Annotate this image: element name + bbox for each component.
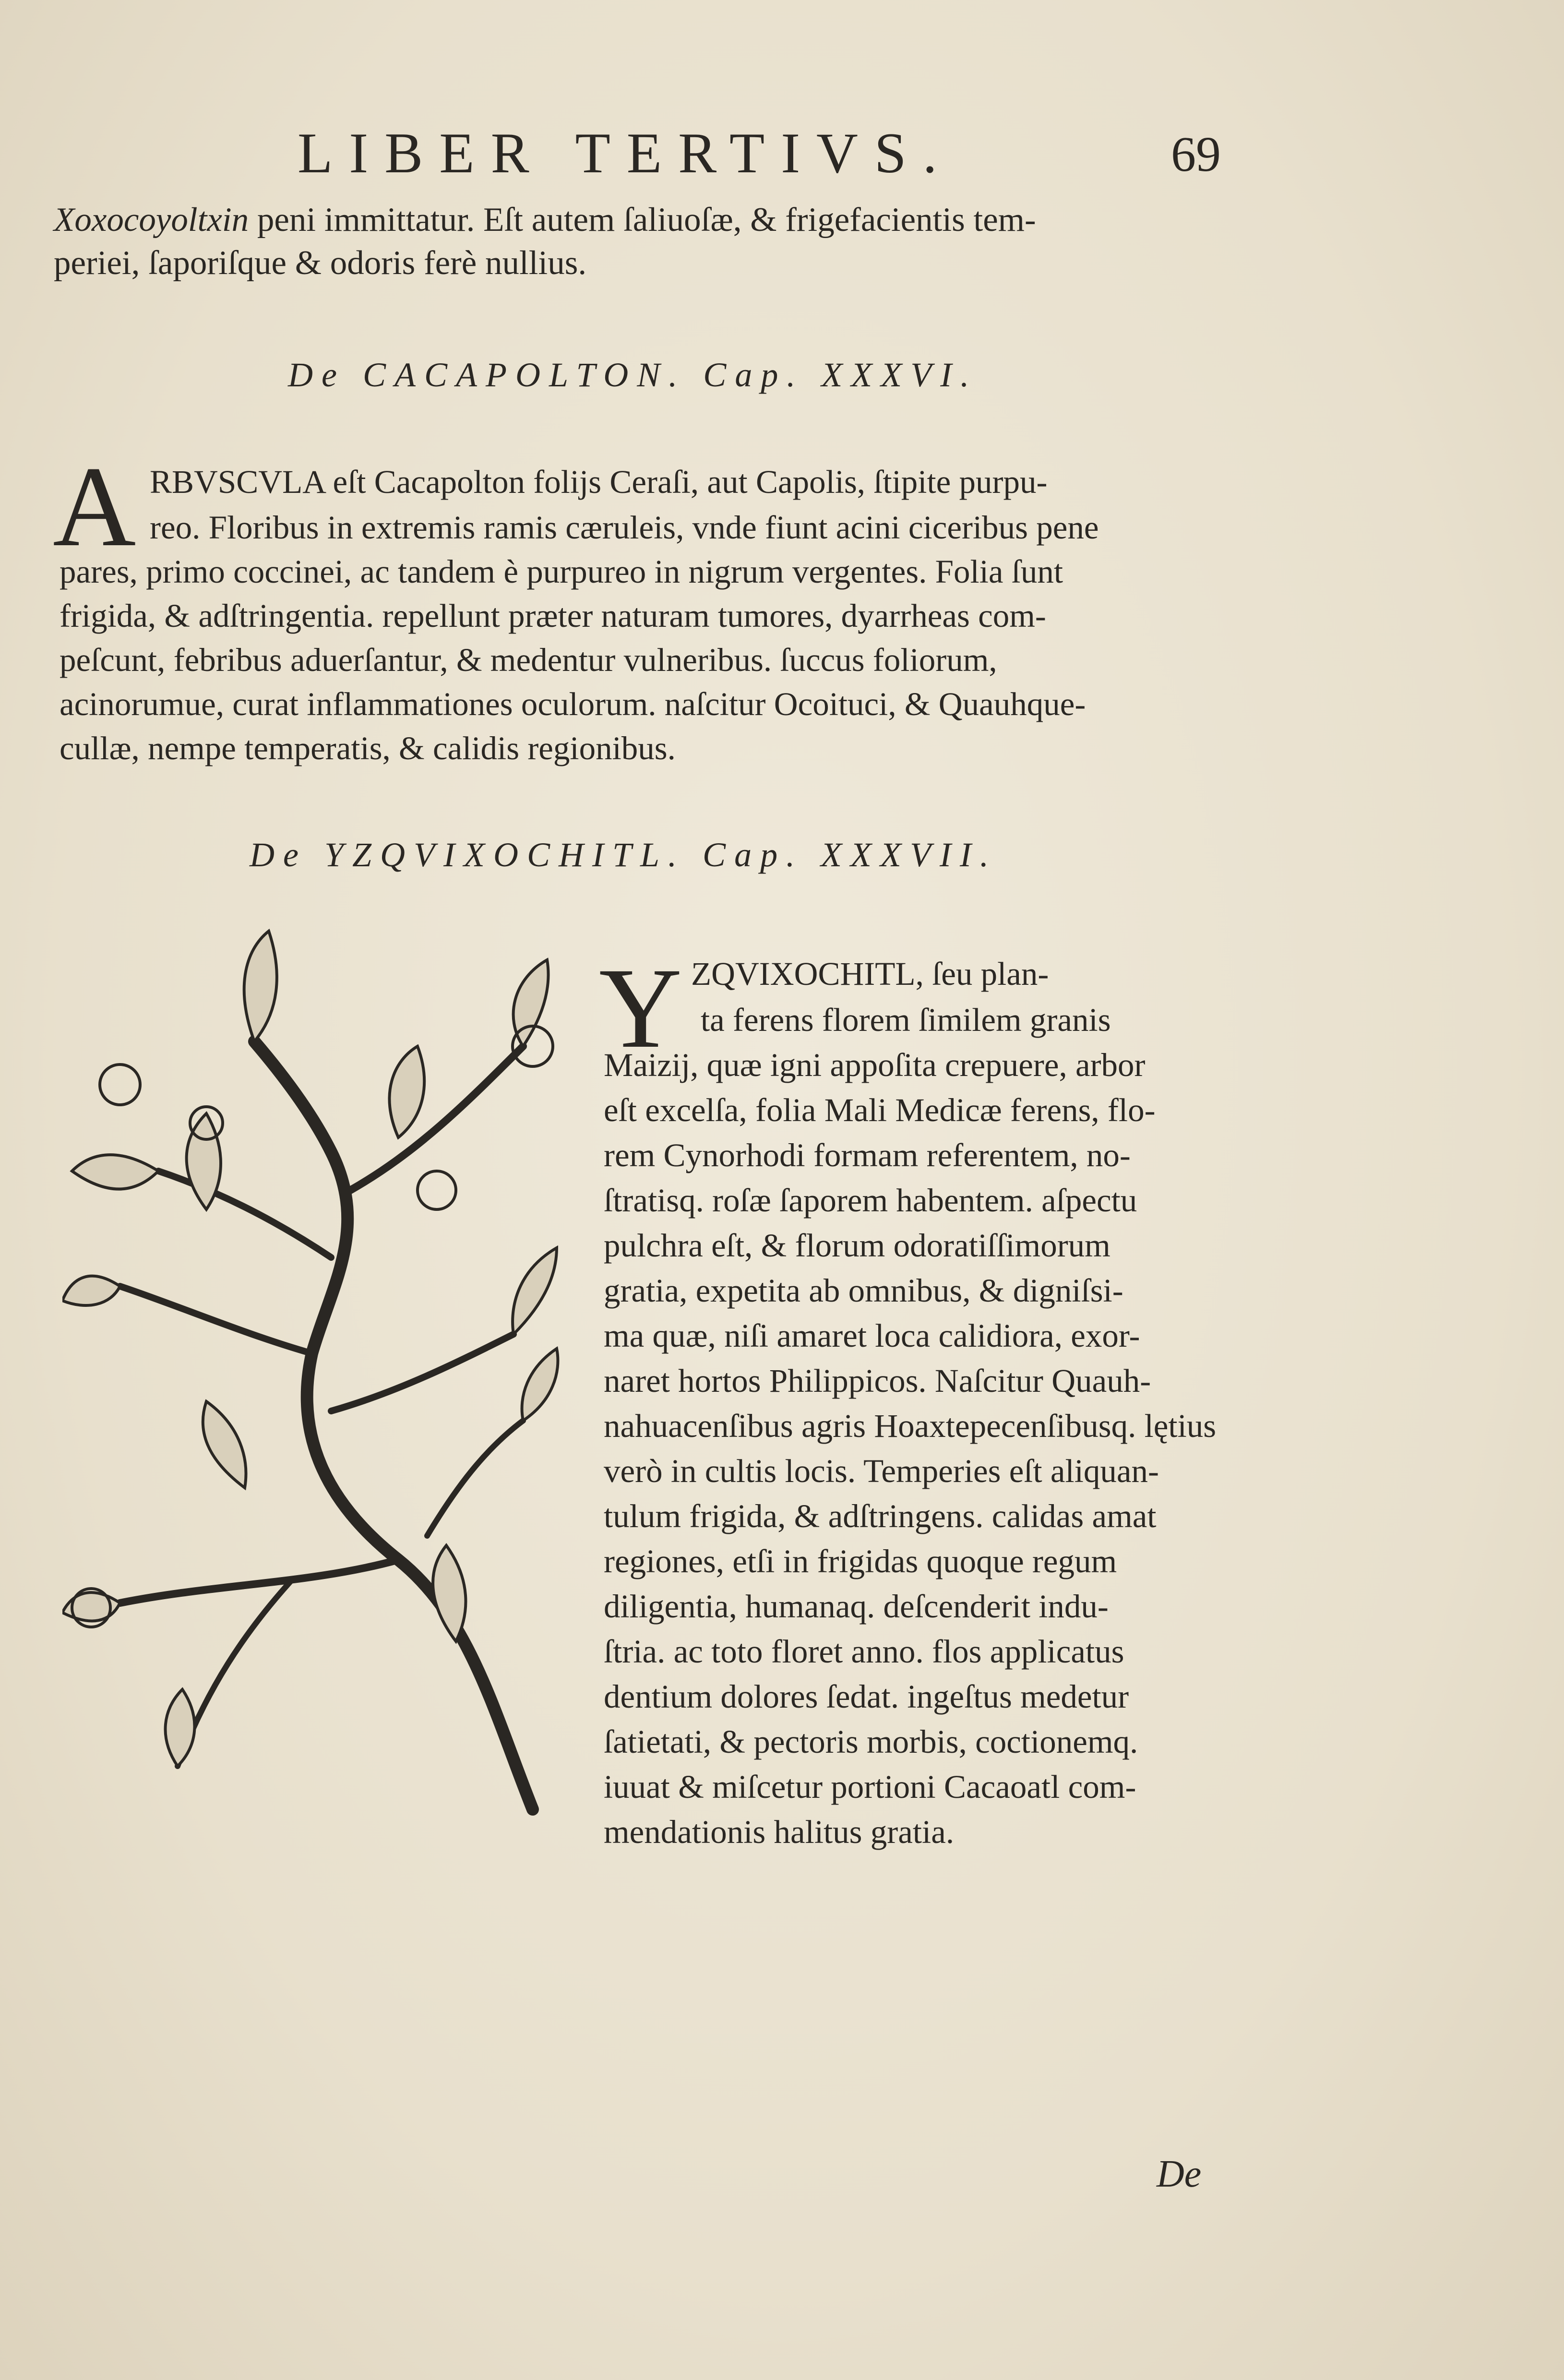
ch1-line-3: pares, primo coccinei, ac tandem è purpureo in nigrum vergentes. Folia ſunt <box>60 553 1063 590</box>
ch2-line-9: ma quæ, niſi amaret loca calidiora, exor- <box>604 1317 1140 1354</box>
intro-line-1: Xoxocoyoltxin peni immittatur. Eſt autem ſaliuoſæ, & frigefacientis tem- <box>54 201 1036 239</box>
ch2-line-1: ZQVIXOCHITL, ſeu plan- <box>691 956 1049 992</box>
chapter-heading-xxxvii: De YZQVIXOCHITL. Cap. XXXVII. <box>250 836 997 874</box>
ch2-line-6: ſtratisq. roſæ ſaporem habentem. aſpectu <box>604 1182 1137 1219</box>
catchword: De <box>1157 2153 1202 2195</box>
ch2-line-20: mendationis halitus gratia. <box>604 1814 955 1850</box>
drop-cap-y: Y <box>599 944 682 1072</box>
drop-cap-a: A <box>53 443 136 570</box>
plant-woodcut-illustration <box>62 921 561 1824</box>
ch2-line-12: verò in cultis locis. Temperies eſt aliquan- <box>604 1453 1159 1489</box>
ch1-line-2: reo. Floribus in extremis ramis cæruleis, vnde fiunt acini ciceribus pene <box>150 509 1099 546</box>
chapter-heading-xxxvi: De CACAPOLTON. Cap. XXXVI. <box>288 356 978 394</box>
ch2-line-5: rem Cynorhodi formam referentem, no- <box>604 1137 1131 1173</box>
ch1-line-6: acinorumue, curat inflammationes oculorum. naſcitur Ocoituci, & Quauhque- <box>60 686 1086 722</box>
ch2-line-14: regiones, etſi in frigidas quoque regum <box>604 1543 1117 1579</box>
page-number: 69 <box>1171 127 1221 182</box>
ch2-line-4: eſt excelſa, folia Mali Medicæ ferens, flo- <box>604 1092 1156 1128</box>
ch1-line-4: frigida, & adſtringentia. repellunt præter naturam tumores, dyarrheas com- <box>60 598 1046 634</box>
intro-line-2: periei, ſaporiſque & odoris ferè nullius. <box>54 244 587 282</box>
ch2-line-2: ta ferens florem ſimilem granis <box>701 1002 1111 1038</box>
running-header: LIBER TERTIVS. <box>298 121 954 185</box>
ch2-line-8: gratia, expetita ab omnibus, & digniſsi- <box>604 1272 1123 1309</box>
ch2-line-3: Maizij, quæ igni appoſita crepuere, arbor <box>604 1047 1146 1083</box>
ch1-line-7: cullæ, nempe temperatis, & calidis regionibus. <box>60 730 676 766</box>
ch2-line-11: nahuacenſibus agris Hoaxtepecenſibusq. lętius <box>604 1408 1217 1444</box>
ch1-line-1: RBVSCVLA eſt Cacapolton folijs Ceraſi, aut Capolis, ſtipite purpu- <box>150 464 1048 500</box>
ch1-line-5: peſcunt, febribus aduerſantur, & medentur vulneribus. ſuccus foliorum, <box>60 642 997 678</box>
ch2-line-17: dentium dolores ſedat. ingeſtus medetur <box>604 1678 1129 1715</box>
ch2-line-16: ſtria. ac toto floret anno. flos applicatus <box>604 1633 1124 1670</box>
ch2-line-13: tulum frigida, & adſtringens. calidas amat <box>604 1498 1157 1534</box>
ch2-line-19: iuuat & miſcetur portioni Cacaoatl com- <box>604 1769 1136 1805</box>
ch2-line-18: ſatietati, & pectoris morbis, coctionemq. <box>604 1723 1138 1760</box>
ch2-line-10: naret hortos Philippicos. Naſcitur Quauh- <box>604 1363 1151 1399</box>
ch2-line-15: diligentia, humanaq. deſcenderit indu- <box>604 1588 1109 1625</box>
ch2-line-7: pulchra eſt, & florum odoratiſſimorum <box>604 1227 1110 1264</box>
